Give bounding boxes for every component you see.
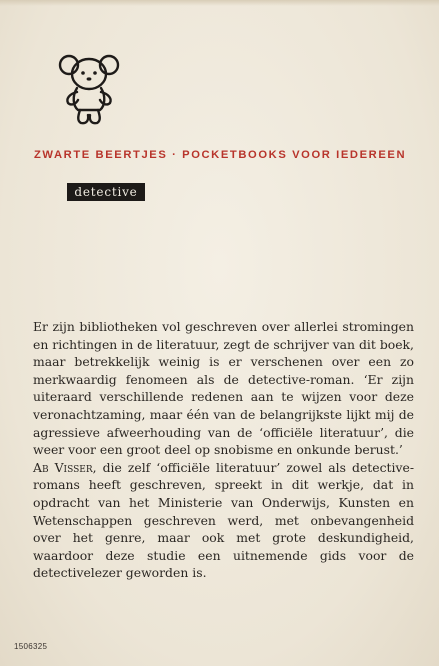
blurb-paragraph-2 <box>33 459 414 582</box>
author-name: Ab Visser <box>33 459 93 475</box>
blurb-paragraph-2-text: , die zelf ‘officiële literatuur’ zowel als detective-romans heeft geschreven, spreekt in dit werkje, dat in opdracht van het Ministerie van Onderwijs, Kunsten en Wetenschappen geschreven werd, met onbevangenheid over het genre, maar ook met grote deskundigheid, waardoor deze studie een uitnemende gids voor de detectivelezer geworden is. <box>33 459 415 581</box>
bear-logo-icon <box>58 52 120 126</box>
blurb-paragraph-1: Er zijn bibliotheken vol geschreven over allerlei stromingen en richtingen in de literatuur, zegt de schrijver van dit boek, maar betrekkelijk weinig is er verschenen over een zo merkwaardig fenomeen als de detective-roman. ‘Er zijn uiteraard verschillende redenen aan te wijzen voor deze veronachtzaming, maar één van de belangrijkste lijkt mij de agressieve afweerhouding van de ‘officiële literatuur’, die weer voor een groot deel op snobisme en onkunde berust.’ <box>33 319 414 458</box>
blurb-text <box>33 318 414 582</box>
genre-badge: detective <box>67 183 145 201</box>
catalog-number: 1506325 <box>14 642 48 651</box>
series-title: ZWARTE BEERTJES · POCKETBOOKS VOOR IEDEREEN <box>34 149 407 161</box>
cover-top-edge <box>0 0 439 6</box>
